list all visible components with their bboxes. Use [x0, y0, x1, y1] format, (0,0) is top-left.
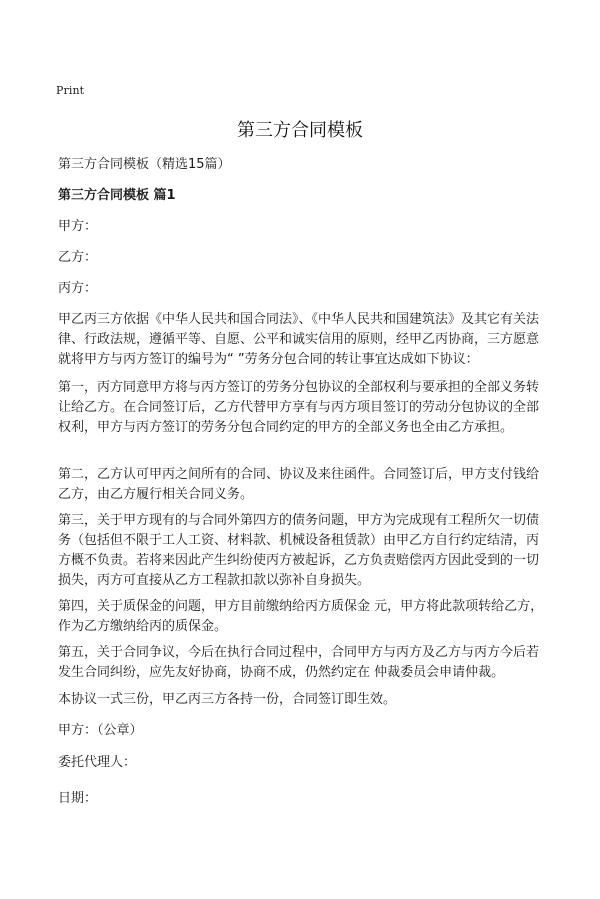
party-a-line: 甲方：: [58, 219, 98, 234]
clause-5-paragraph: 第五，关于合同争议，今后在执行合同过程中，合同甲方与丙方及乙方与丙方今后若发生合同纠纷，应先友好协商，协商不成，仍然约定在 仲裁委员会申请仲裁。: [58, 645, 540, 680]
intro-paragraph: 甲乙丙三方依据《中华人民共和国合同法》、《中华人民共和国建筑法》及其它有关法律、行政法规，遵循平等、自愿、公平和诚实信用的原则，经甲乙丙协商，三方愿意就将甲方与丙方签订的编号为“ ”劳务分包合同的转让事宜达成如下协议：: [58, 312, 540, 367]
clause-4-paragraph: 第四，关于质保金的问题，甲方目前缴纳给丙方质保金 元，甲方将此款项转给乙方，作为乙方缴纳给丙的质保金。: [58, 599, 544, 634]
clause-3-paragraph: 第三，关于甲方现有的与合同外第四方的债务问题，甲方为完成现有工程所欠一切债务（包括但不限于工人工资、材料款、机械设备租赁款）由甲乙方自行约定结清，丙方概不负责。若将来因此产生纠纷使丙方被起诉，乙方负责赔偿丙方因此受到的一切损失，丙方可直接从乙方工程款扣款以弥补自身损失。: [58, 513, 540, 588]
print-label: Print: [56, 84, 85, 97]
document-subtitle: 第三方合同模板（精选15篇）: [58, 157, 231, 172]
clause-2-paragraph: 第二，乙方认可甲丙之间所有的合同、协议及来往函件。合同签订后，甲方支付钱给乙方，由乙方履行相关合同义务。: [58, 467, 540, 502]
agent-line: 委托代理人：: [58, 755, 137, 770]
date-line: 日期：: [58, 791, 98, 806]
copies-statement: 本协议一式三份，甲乙丙三方各持一份，合同签订即生效。: [58, 692, 397, 707]
party-a-seal-line: 甲方：（公章）: [58, 723, 143, 738]
document-title: 第三方合同模板: [237, 120, 363, 141]
section-heading: 第三方合同模板 篇1: [58, 188, 176, 203]
party-b-line: 乙方：: [58, 250, 98, 265]
clause-1-paragraph: 第一，丙方同意甲方将与丙方签订的劳务分包协议的全部权利与要承担的全部义务转让给乙方。在合同签订后，乙方代替甲方享有与丙方项目签订的劳动分包协议的全部权利，甲方与丙方签订的劳务分包合同约定的甲方的全部义务也全由乙方承担。: [58, 380, 540, 435]
party-c-line: 丙方：: [58, 281, 98, 296]
